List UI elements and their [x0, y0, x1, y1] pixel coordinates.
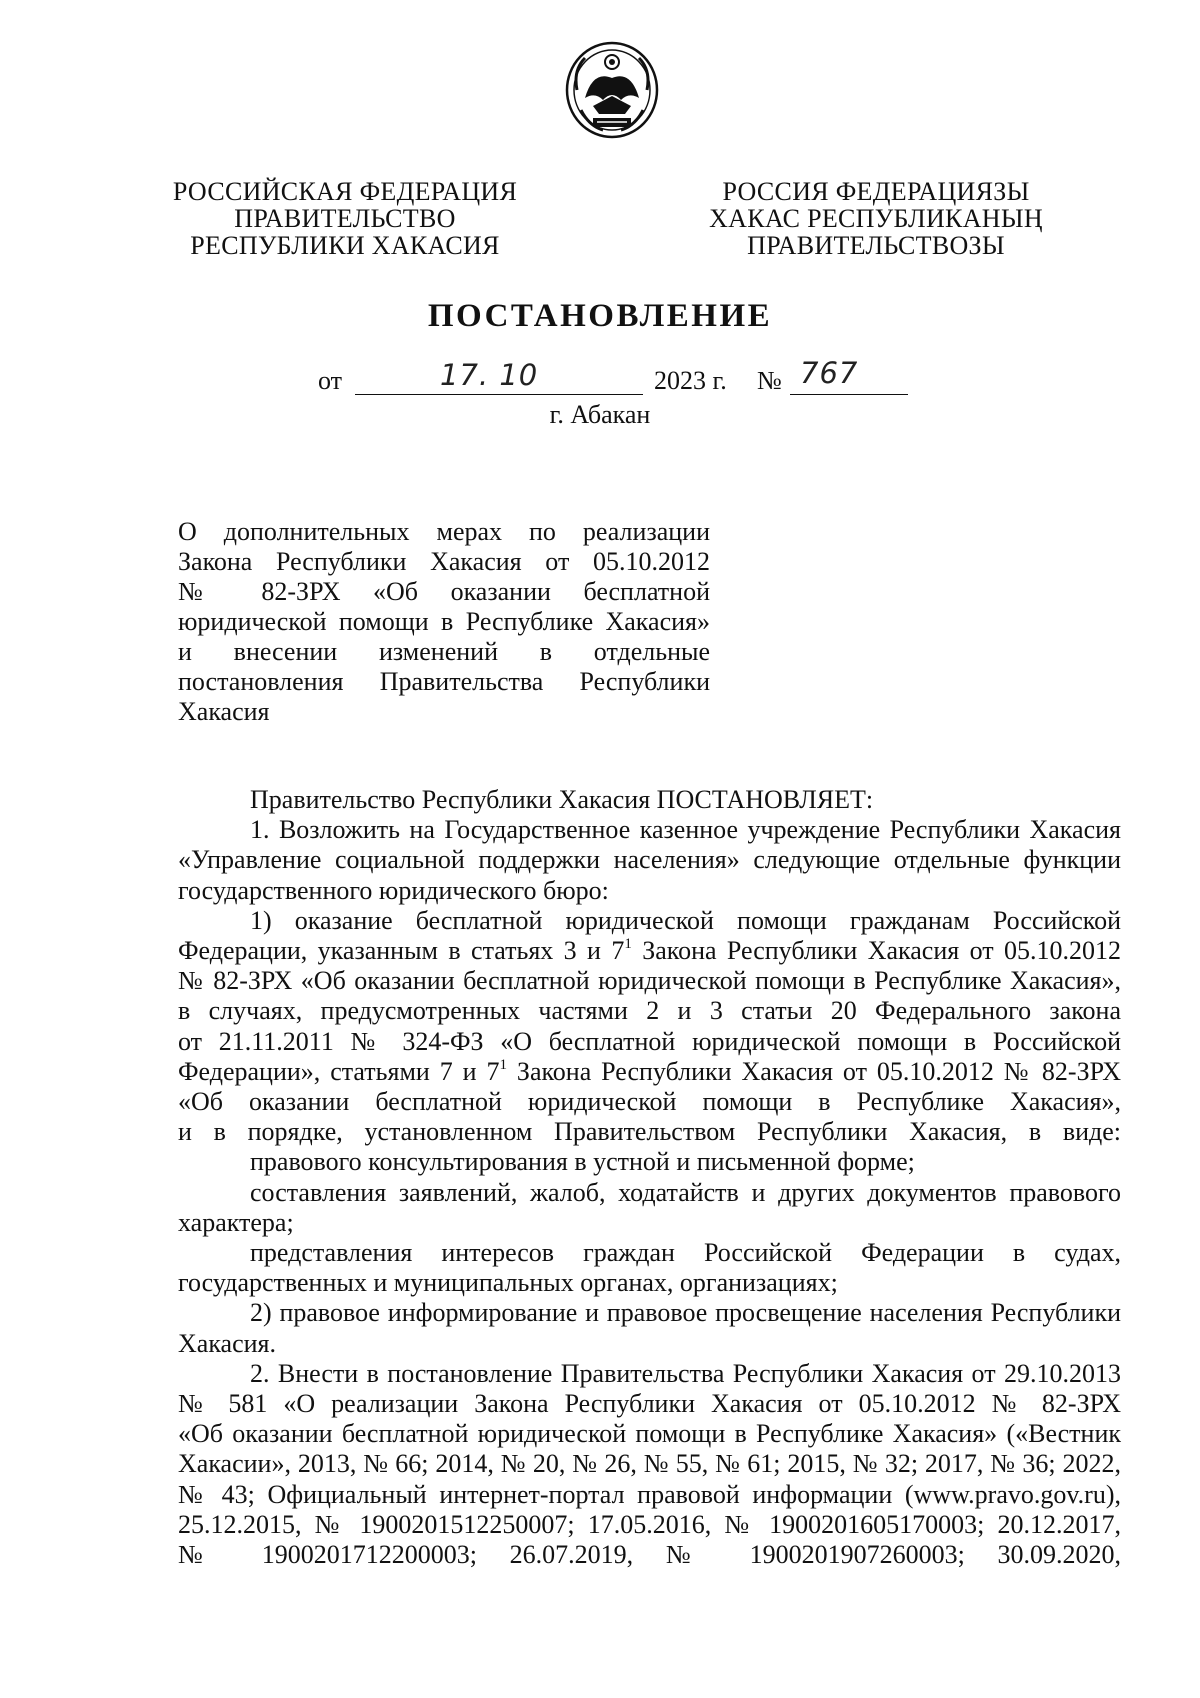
body-line: характера; [178, 1207, 294, 1237]
header-russian [170, 178, 520, 259]
body-line: Правительство Республики Хакасия ПОСТАНОВЛЯЕТ: [250, 785, 874, 814]
handwritten-date: 17. 10 [440, 358, 539, 392]
body-line: «Управление социальной поддержки населения» следующие отдельные функции [178, 845, 1121, 875]
body-line: № 1900201712200003; 26.07.2019, № 1900201907260003; 30.09.2020, [178, 1540, 1121, 1570]
body-line: 1) оказание бесплатной юридической помощи гражданам Российской [250, 905, 1121, 935]
document-body [178, 785, 1121, 1570]
subject-line: Хакасия [178, 697, 270, 726]
body-line: 2) правовое информирование и правовое просвещение населения Республики [250, 1298, 1121, 1328]
body-line: Хакасии», 2013, № 66; 2014, № 20, № 26, № 55, № 61; 2015, № 32; 2017, № 36; 2022, [178, 1449, 1121, 1479]
body-text: Федерации, указанным в статьях 3 и 7 [178, 936, 625, 966]
header-right-line: РОССИЯ ФЕДЕРАЦИЯЗЫ [722, 177, 1030, 206]
body-line: в случаях, предусмотренных частями 2 и 3 статьи 20 Федерального закона [178, 996, 1121, 1026]
document-title: ПОСТАНОВЛЕНИЕ [427, 298, 773, 334]
body-line [178, 1057, 1121, 1087]
number-label: № [757, 366, 782, 395]
body-line: 2. Внести в постановление Правительства Республики Хакасия от 29.10.2013 [250, 1358, 1121, 1388]
header-right-line: ПРАВИТЕЛЬСТВОЗЫ [747, 231, 1005, 260]
body-line: представления интересов граждан Российской Федерации в судах, [250, 1238, 1121, 1268]
header-right-line: ХАКАС РЕСПУБЛИКАНЫҢ [709, 204, 1043, 233]
body-line: «Об оказании бесплатной юридической помощи в Республике Хакасия», [178, 1087, 1121, 1117]
subject-line: Закона Республики Хакасия от 05.10.2012 [178, 547, 710, 576]
coat-of-arms-emblem [563, 40, 661, 140]
from-label: от [318, 366, 343, 395]
body-text: Закона Республики Хакасия от 05.10.2012 [631, 936, 1121, 966]
header-left-line: РОССИЙСКАЯ ФЕДЕРАЦИЯ [172, 177, 518, 206]
subject-line: О дополнительных мерах по реализации [178, 517, 710, 546]
body-text: Федерации», статьями 7 и 7 [178, 1056, 500, 1086]
subject-line: юридической помощи в Республике Хакасия» [178, 607, 710, 636]
body-line: № 581 «О реализации Закона Республики Хакасия от 05.10.2012 № 82-ЗРХ [178, 1389, 1121, 1419]
date-underline [355, 394, 643, 395]
body-line: и в порядке, установленном Правительством Республики Хакасия, в виде: [178, 1117, 1121, 1147]
body-line: составления заявлений, жалоб, ходатайств и других документов правового [250, 1177, 1121, 1207]
superscript: 1 [624, 936, 632, 953]
subject-line: постановления Правительства Республики [178, 667, 710, 696]
body-text: Закона Республики Хакасия от 05.10.2012 № 82-ЗРХ [507, 1056, 1121, 1086]
body-line: от 21.11.2011 № 324-ФЗ «О бесплатной юридической помощи в Российской [178, 1026, 1121, 1056]
body-line: правового консультирования в устной и письменной форме; [250, 1147, 915, 1177]
body-line: государственного юридического бюро: [178, 875, 609, 905]
header-left-line: ПРАВИТЕЛЬСТВО [234, 204, 456, 233]
body-line: государственных и муниципальных органах, организациях; [178, 1268, 838, 1298]
handwritten-number: 767 [800, 356, 859, 390]
header-khakas [706, 178, 1046, 259]
body-line: Хакасия. [178, 1328, 277, 1358]
subject-block [178, 517, 710, 727]
body-line: № 43; Официальный интернет-портал правовой информации (www.pravo.gov.ru), [178, 1479, 1121, 1509]
body-line: 1. Возложить на Государственное казенное учреждение Республики Хакасия [250, 815, 1121, 845]
city-line: г. Абакан [549, 400, 651, 429]
body-line [178, 936, 1121, 966]
superscript: 1 [499, 1056, 507, 1073]
body-line: 25.12.2015, № 1900201512250007; 17.05.2016, № 1900201605170003; 20.12.2017, [178, 1509, 1121, 1539]
header-left-line: РЕСПУБЛИКИ ХАКАСИЯ [190, 231, 500, 260]
subject-line: № 82-ЗРХ «Об оказании бесплатной [178, 577, 710, 606]
number-underline [790, 394, 908, 395]
body-line: «Об оказании бесплатной юридической помощи в Республике Хакасия» («Вестник [178, 1419, 1121, 1449]
year-label: 2023 г. [654, 366, 727, 395]
subject-line: и внесении изменений в отдельные [178, 637, 710, 666]
body-line: № 82-ЗРХ «Об оказании бесплатной юридической помощи в Республике Хакасия», [178, 966, 1121, 996]
